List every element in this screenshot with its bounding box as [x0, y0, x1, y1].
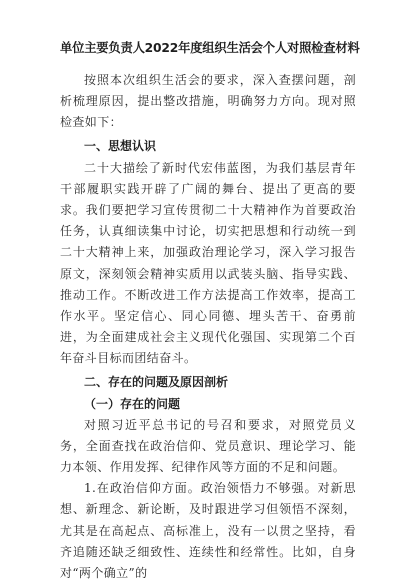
section-2-subheading: （一）存在的问题: [84, 396, 181, 411]
section-1-paragraph: 二十大描绘了新时代宏伟蓝图，为我们基层青年干部履职实践开辟了广阔的舞台、提出了更高的要求。我们要把学习宣传贯彻二十大精神作为首要政治任务，认真细读集中讨论，切实把思想和行动统一到二十大精神上来，加强政治理论学习，深入学习报告原文，深刻领会精神实质用以武装头脑、指导实践、推动工作。不断改进工作方法提高工作效率，提高工作水平。坚定信心、同心同德、埋头苦干、奋勇前进，为全面建成社会主义现代化强国、实现第二个百年奋斗目标而团结奋斗。: [60, 160, 356, 366]
intro-paragraph: 按照本次组织生活会的要求，深入查摆问题，剖析梳理原因，提出整改措施，明确努力方向。现对照检查如下：: [60, 73, 356, 130]
section-1-heading: 一、思想认识: [84, 138, 157, 153]
document-title: 单位主要负责人2022年度组织生活会个人对照检查材料: [60, 41, 360, 55]
section-2-heading: 二、存在的问题及原因剖析: [84, 374, 229, 389]
section-2-item-1: 1.在政治信仰方面。政治领悟力不够强。对新思想、新理念、新论断，及时跟进学习但领悟不深刻，尤其是在高起点、高标准上，没有一以贯之坚持，看齐追随还缺乏细致性、连续性和经常性。比如，自身对“两个确立”的: [60, 481, 356, 581]
section-2-paragraph: 对照习近平总书记的号召和要求，对照党员义务，全面查找在政治信仰、党员意识、理论学习、能力本领、作用发挥、纪律作风等方面的不足和问题。: [60, 417, 356, 475]
